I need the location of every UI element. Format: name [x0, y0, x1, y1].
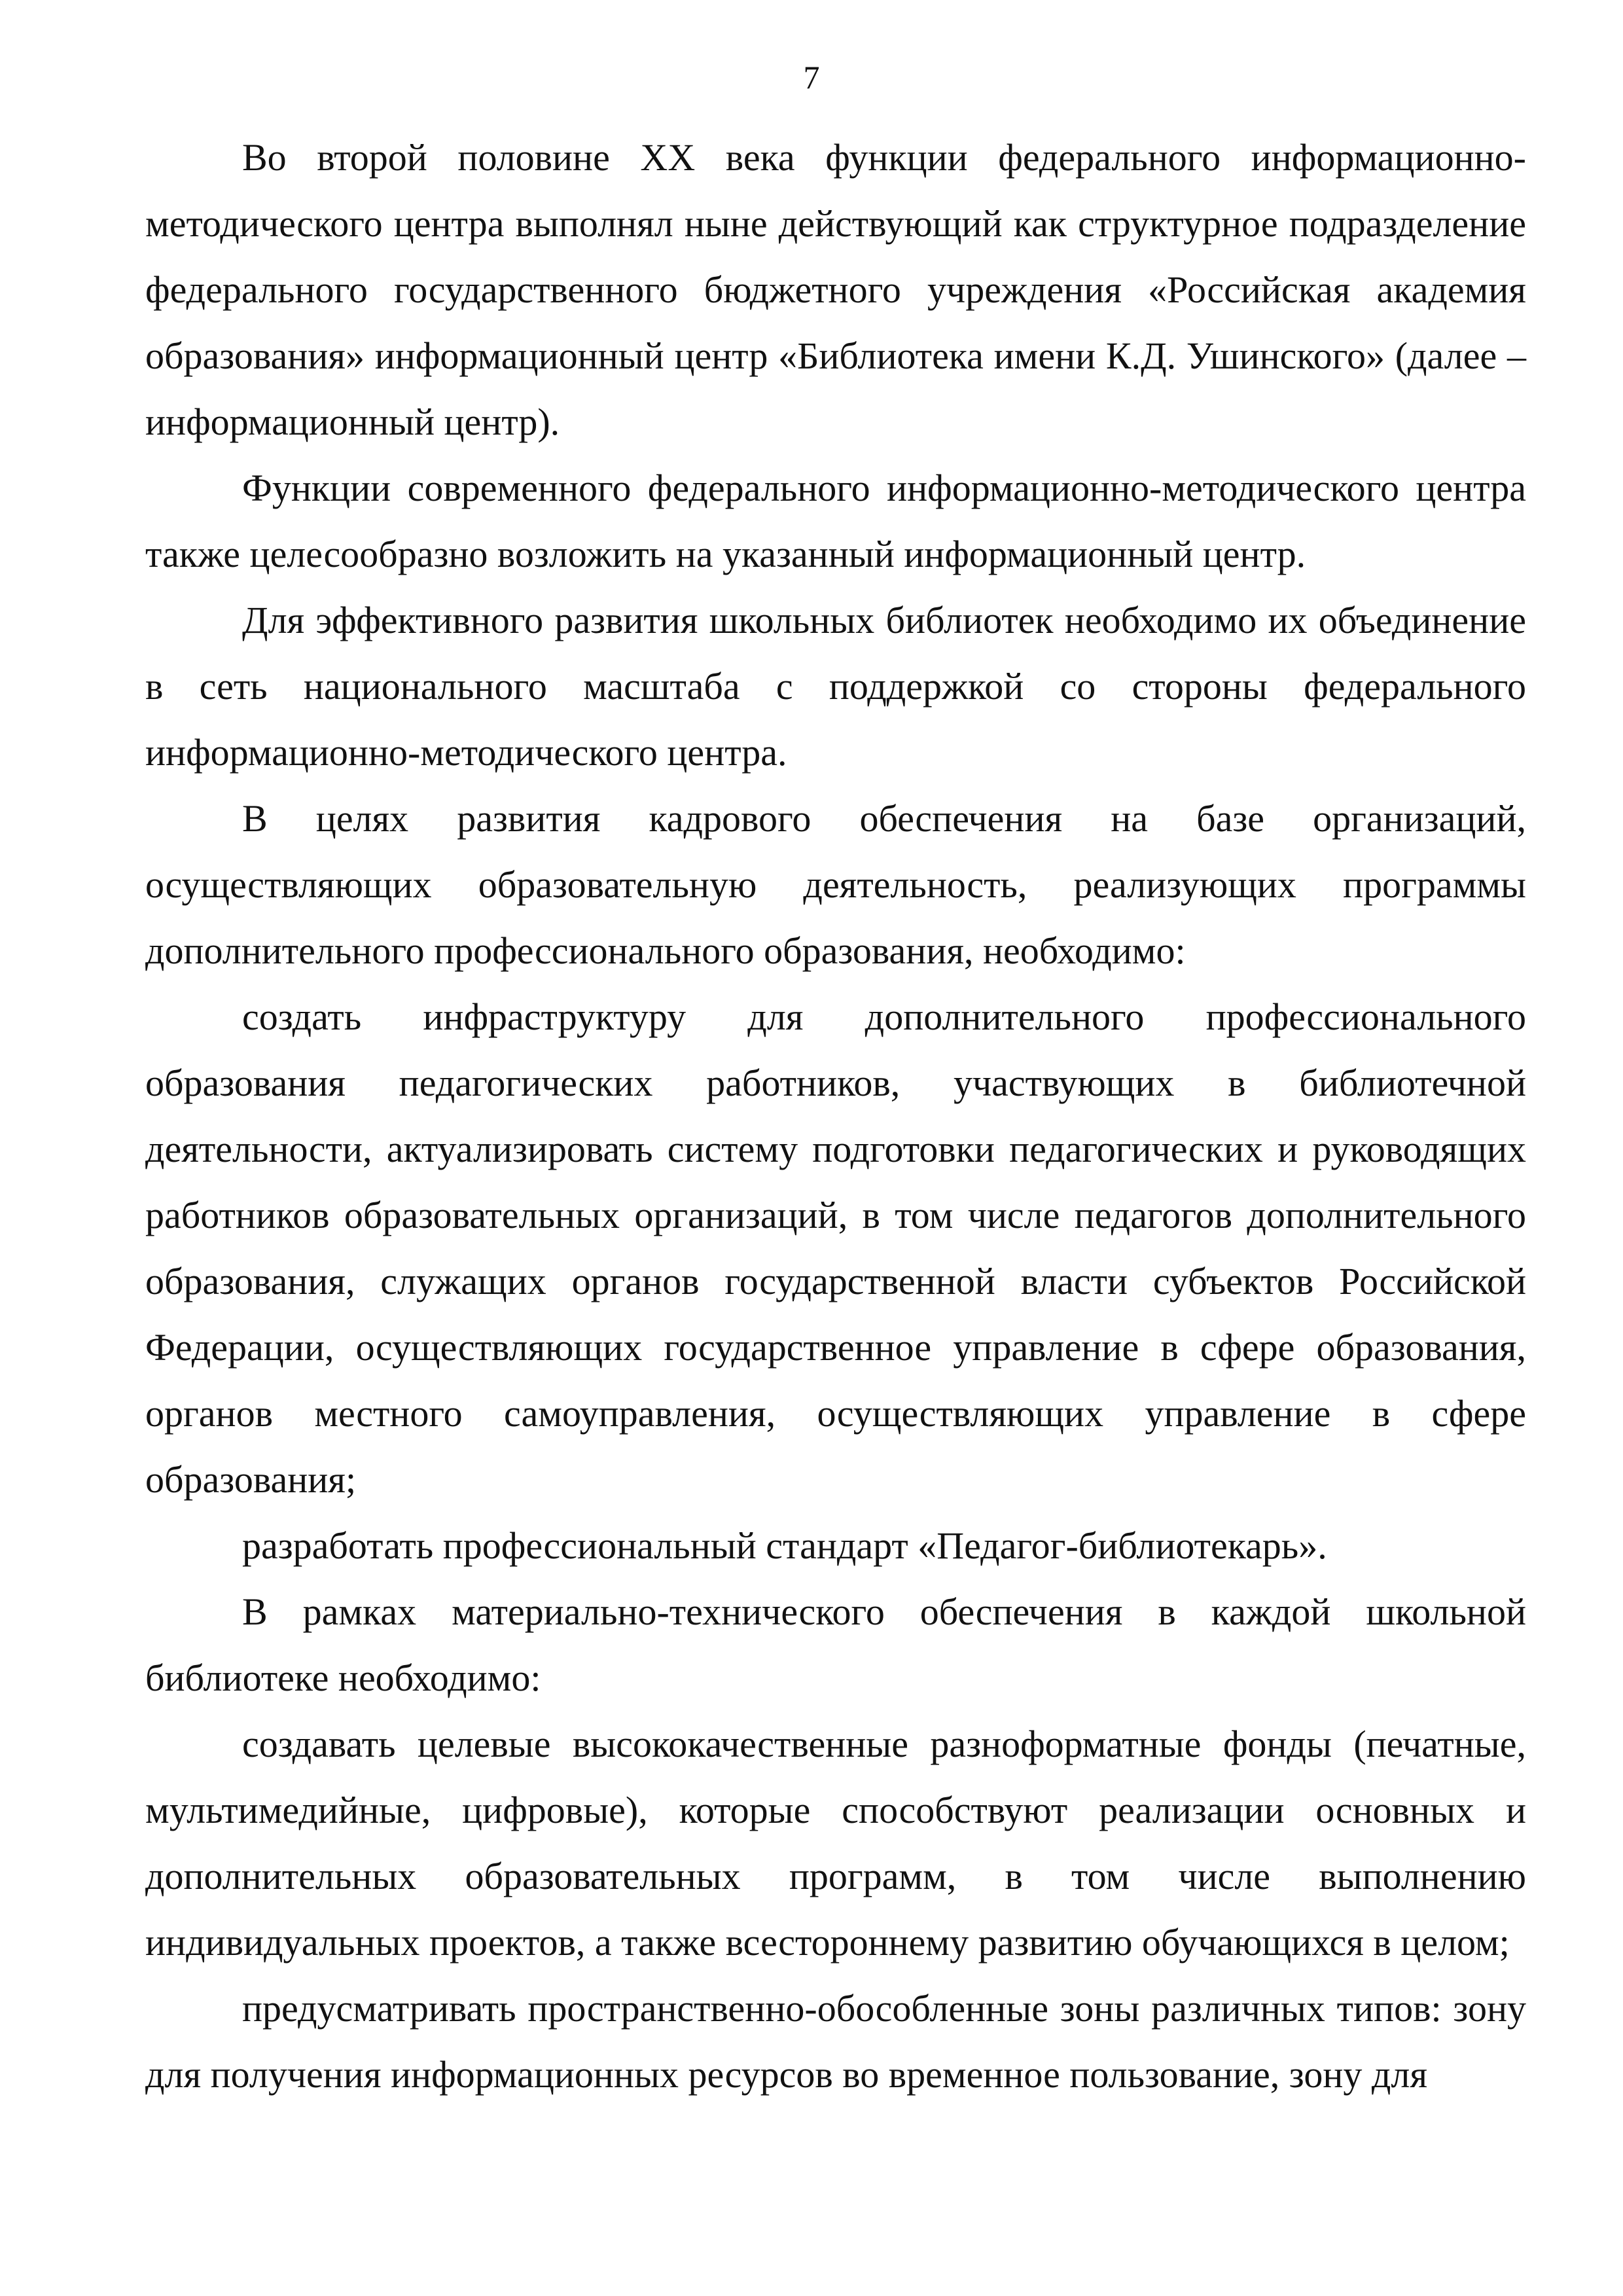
paragraph-functions: Функции современного федерального информационно-методического центра также целесообразно возложить на указанный информационный центр.	[145, 467, 1526, 575]
paragraph-collections: создавать целевые высококачественные разноформатные фонды (печатные, мультимедийные, цифровые), которые способствуют реализации основных и дополнительных образовательных программ, в том числе выполнению индивидуальных проектов, а также всестороннему развитию обучающихся в целом;	[145, 1723, 1526, 1964]
paragraph-infrastructure: создать инфраструктуру для дополнительного профессионального образования педагогических работников, участвующих в библиотечной деятельности, актуализировать систему подготовки педагогических и руководящих работников образовательных организаций, в том числе педагогов дополнительного образования, служащих органов государственной власти субъектов Российской Федерации, осуществляющих государственное управление в сфере образования, органов местного самоуправления, осуществляющих управление в сфере образования;	[145, 996, 1526, 1501]
paragraph-staffing: В целях развития кадрового обеспечения на базе организаций, осуществляющих образовательную деятельность, реализующих программы дополнительного профессионального образования, необходимо:	[145, 797, 1526, 972]
paragraph-zones: предусматривать пространственно-обособленные зоны различных типов: зону для получения информационных ресурсов во временное пользование, зону для	[145, 1987, 1526, 2096]
paragraph-network: Для эффективного развития школьных библиотек необходимо их объединение в сеть национального масштаба с поддержкой со стороны федерального информационно-методического центра.	[145, 599, 1526, 774]
paragraph-history: Во второй половине XX века функции федерального информационно-методического центра выполнял ныне действующий как структурное подразделение федерального государственного бюджетного учреждения «Российская академия образования» информационный центр «Библиотека имени К.Д. Ушинского» (далее – информационный центр).	[145, 136, 1526, 443]
page-number: 7	[803, 59, 820, 96]
paragraph-material-support: В рамках материально-технического обеспечения в каждой школьной библиотеке необходимо:	[145, 1590, 1526, 1699]
document-body	[145, 124, 1526, 2108]
paragraph-standard: разработать профессиональный стандарт «Педагог-библиотекарь».	[242, 1524, 1327, 1567]
